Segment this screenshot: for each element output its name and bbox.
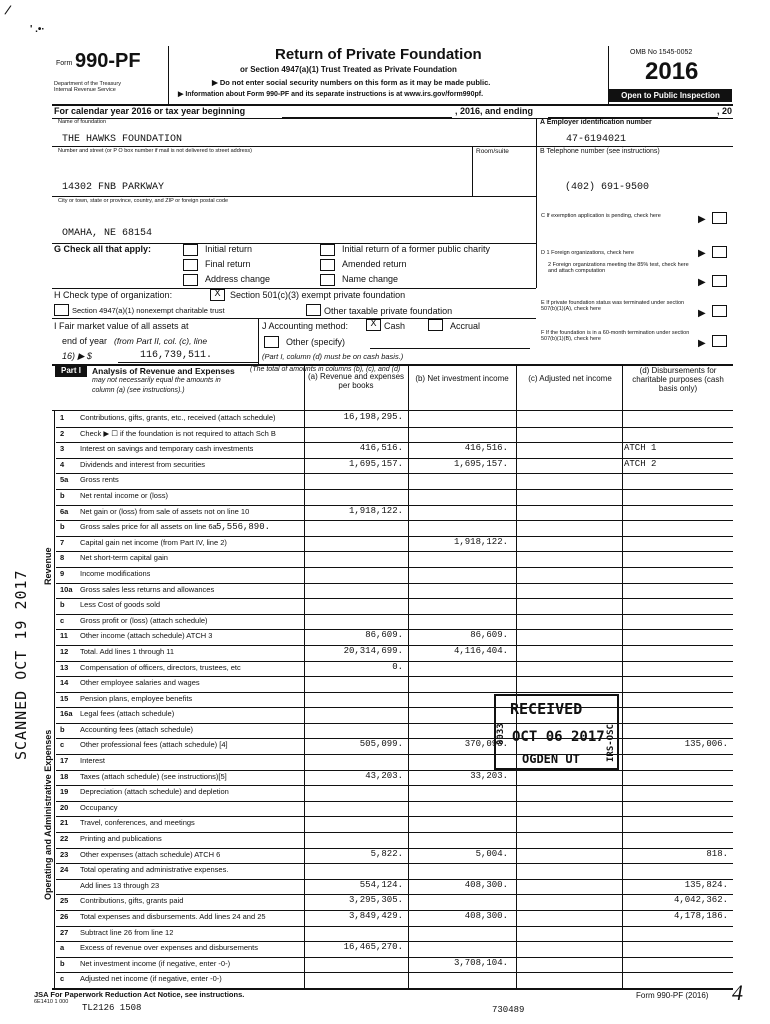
room-label: Room/suite	[476, 148, 509, 155]
line-label: Gross rents	[80, 475, 119, 485]
line-label: Add lines 13 through 23	[80, 880, 160, 890]
footer-form: Form 990-PF (2016)	[636, 991, 709, 1000]
stamp-date: OCT 06 2017	[512, 729, 605, 745]
cell-col-a[interactable]: 16,198,295.	[343, 412, 403, 422]
line-number: a	[60, 943, 65, 953]
arrow-f-icon: ▶	[698, 338, 706, 349]
cell-col-a[interactable]: 43,203.	[365, 770, 403, 781]
line-label: Net rental income or (loss)	[80, 490, 168, 500]
line-label: Contributions, gifts, grants, etc., received (attach schedule)	[80, 413, 276, 422]
line-number: b	[60, 958, 65, 968]
line-number: 16a	[60, 709, 73, 719]
line-label: Adjusted net income (if negative, enter -0-)	[80, 974, 222, 984]
line-label: Excess of revenue over expenses and disbursements	[80, 943, 259, 953]
e-label: E If private foundation status was terminated under section 507(b)(1)(A), check here	[541, 300, 685, 312]
line-number: 13	[60, 662, 69, 672]
line-number: 19	[60, 787, 69, 797]
line-label: Contributions, gifts, grants paid	[80, 896, 184, 906]
f-label: F If the foundation is in a 60-month termination under section 507(b)(1)(B), check here	[541, 330, 690, 342]
checkbox-initial-former[interactable]	[320, 244, 335, 256]
cell-col-a[interactable]: 5,822.	[370, 848, 403, 859]
form-title: Return of Private Foundation	[275, 46, 482, 63]
checkbox-other-method[interactable]	[264, 336, 279, 348]
j-cash: Cash	[384, 321, 406, 331]
g-opt-name: Name change	[342, 274, 399, 284]
line-label: Legal fees (attach schedule)	[80, 709, 175, 719]
cell-col-a[interactable]: 1,695,157.	[348, 458, 403, 469]
line-number: 8	[60, 553, 65, 563]
checkbox-other-taxable[interactable]	[306, 304, 321, 316]
tax-year: 2016	[645, 58, 699, 85]
line-number: 6a	[60, 506, 69, 516]
line-label: Income modifications	[80, 568, 151, 578]
row-rule	[56, 427, 733, 428]
form-subtitle: or Section 4947(a)(1) Trust Treated as Private Foundation	[240, 65, 457, 74]
line-number: 9	[60, 568, 65, 578]
j-note: (Part I, column (d) must be on cash basis.)	[262, 352, 404, 361]
cell-col-b[interactable]: 370,093.	[464, 739, 508, 750]
row-rule	[56, 957, 733, 958]
calendar-end: , 20	[717, 106, 733, 116]
line-number: 21	[60, 818, 69, 828]
row-rule	[56, 692, 733, 693]
col-a-header: (a) Revenue and expenses per books	[307, 372, 405, 390]
line-label: Travel, conferences, and meetings	[80, 818, 195, 828]
part1-desc2: may not necessarily equal the amounts in	[92, 377, 221, 384]
line-label: Printing and publications	[80, 834, 162, 844]
line-number: 7	[60, 537, 65, 547]
cell-col-b[interactable]: 33,203.	[470, 770, 508, 781]
row-rule	[56, 567, 733, 568]
pen-slash: /	[3, 1, 13, 19]
checkbox-name-change[interactable]	[320, 274, 335, 286]
col-c-header: (c) Adjusted net income	[528, 374, 612, 383]
line-label: Depreciation (attach schedule) and depletion	[80, 787, 229, 797]
line-label: Accounting fees (attach schedule)	[80, 724, 193, 734]
cell-col-d[interactable]: 818.	[706, 848, 728, 859]
line-number: 25	[60, 896, 69, 906]
checkbox-final-return[interactable]	[183, 259, 198, 271]
line-number: b	[60, 522, 65, 532]
ein-value: 47-6194021	[566, 134, 627, 145]
i-line2a: end of year	[62, 336, 108, 346]
cell-col-d[interactable]: ATCH 1	[624, 443, 657, 454]
j-accrual: Accrual	[450, 321, 481, 331]
cell-col-a[interactable]: 3,295,305.	[348, 895, 403, 906]
cell-col-b[interactable]: 1,695,157.	[453, 458, 508, 469]
checkbox-d1[interactable]	[712, 246, 727, 258]
cell-col-a[interactable]: 3,849,429.	[348, 911, 403, 922]
d2-label: 2 Foreign organizations meeting the 85% test, check here and attach computation	[548, 262, 689, 274]
line-number: 14	[60, 678, 69, 688]
row-rule	[56, 801, 733, 802]
ein-label: A Employer identification number	[540, 119, 652, 126]
line-label: Occupancy	[80, 802, 118, 812]
j-other: Other (specify)	[286, 337, 346, 347]
cell-col-b[interactable]: 4,116,404.	[453, 645, 508, 656]
i-line3: 16) ▶ $	[62, 351, 92, 361]
checkbox-c[interactable]	[712, 212, 727, 224]
arrow-e-icon: ▶	[698, 308, 706, 319]
line-number: 23	[60, 849, 69, 859]
line-label: Pension plans, employee benefits	[80, 693, 193, 703]
page-number-mark: 4	[732, 980, 743, 1005]
line-label: Interest on savings and temporary cash investments	[80, 444, 254, 454]
cell-col-d[interactable]: 135,006.	[684, 739, 728, 750]
row-rule	[56, 754, 733, 755]
street-value: 14302 FNB PARKWAY	[62, 182, 165, 193]
line-label: Gross profit or (loss) (attach schedule)	[80, 615, 208, 625]
line-number: 24	[60, 865, 69, 875]
arrow-d2-icon: ▶	[698, 277, 706, 288]
line-label: Total expenses and disbursements. Add lines 24 and 25	[80, 912, 266, 922]
street-label: Number and street (or P O box number if mail is not delivered to street address)	[58, 148, 253, 154]
row-rule	[56, 583, 733, 584]
checkbox-e[interactable]	[712, 305, 727, 317]
line-label: Net short-term capital gain	[80, 553, 168, 563]
c-label: C If exemption application is pending, check here	[541, 213, 661, 219]
cell-col-a[interactable]: 416,516.	[359, 443, 403, 454]
cell-col-b[interactable]: 408,300.	[464, 911, 508, 922]
d1-label: D 1 Foreign organizations, check here	[541, 250, 634, 256]
h-opt-4947: Section 4947(a)(1) nonexempt charitable trust	[72, 306, 225, 315]
line-label: Interest	[80, 756, 106, 766]
line-number: 4	[60, 459, 65, 469]
cell-col-a[interactable]: 16,465,270.	[343, 942, 403, 953]
row-rule	[56, 489, 733, 490]
dept-line1: Department of the Treasury	[54, 81, 121, 87]
part1-tag: Part I	[55, 366, 87, 377]
row-rule	[56, 723, 733, 724]
row-rule	[56, 473, 733, 474]
line-label: Other employee salaries and wages	[80, 678, 200, 688]
notice-info: ▶ Information about Form 990-PF and its separate instructions is at www.irs.gov/form990pf.	[178, 91, 484, 98]
gross-sales-value: 5,556,890.	[216, 522, 271, 533]
cell-col-a[interactable]: 86,609.	[365, 630, 403, 641]
h-label: H Check type of organization:	[54, 290, 173, 300]
col-b-header: (b) Net investment income	[415, 374, 509, 383]
open-public-banner: Open to Public Inspection	[609, 89, 732, 102]
line-number: 10a	[60, 584, 73, 594]
row-rule	[56, 972, 733, 973]
i-line2b: (from Part II, col. (c), line	[114, 336, 208, 346]
city-value: OMAHA, NE 68154	[62, 228, 153, 239]
line-label: Less Cost of goods sold	[80, 600, 161, 610]
name-label: Name of foundation	[58, 119, 107, 125]
line-number: 11	[60, 631, 68, 641]
omb-number: OMB No 1545-0052	[630, 49, 693, 56]
footer-notice: JSA For Paperwork Reduction Act Notice, see instructions.	[34, 990, 245, 999]
calendar-text: For calendar year 2016 or tax year beginning	[54, 106, 246, 116]
line-number: b	[60, 724, 65, 734]
scanned-stamp: SCANNED OCT 19 2017	[12, 569, 30, 760]
checkbox-4947[interactable]	[54, 304, 69, 316]
part1-title: Analysis of Revenue and Expenses	[92, 366, 235, 376]
row-rule	[56, 614, 733, 615]
cell-col-d[interactable]: 135,824.	[684, 879, 728, 890]
phone-value: (402) 691-9500	[565, 182, 650, 193]
cell-col-a[interactable]: 505,099.	[359, 739, 403, 750]
dept-line2: Internal Revenue Service	[54, 87, 116, 93]
city-label: City or town, state or province, country, and ZIP or foreign postal code	[58, 198, 229, 204]
line-number: 18	[60, 771, 69, 781]
line-number: 5a	[60, 475, 69, 485]
row-rule	[56, 676, 733, 677]
line-label: Taxes (attach schedule) (see instructions)[5]	[80, 771, 227, 781]
foundation-name: THE HAWKS FOUNDATION	[62, 134, 183, 145]
line-number: b	[60, 490, 65, 500]
cell-col-d[interactable]: 4,042,362.	[673, 895, 728, 906]
line-label: Dividends and interest from securities	[80, 459, 206, 469]
checkbox-accrual[interactable]	[428, 319, 443, 331]
row-rule	[56, 785, 733, 786]
notice-ssn: ▶ Do not enter social security numbers on this form as it may be made public.	[212, 78, 491, 87]
line-number: 20	[60, 802, 69, 812]
row-rule	[56, 816, 733, 817]
stamp-code-left: 8033	[496, 723, 506, 745]
cell-col-a[interactable]: 0.	[392, 661, 403, 672]
checkbox-cash[interactable]: X	[366, 319, 381, 331]
checkbox-initial-return[interactable]	[183, 244, 198, 256]
col-d-header: (d) Disbursements for charitable purposes (cash basis only)	[632, 366, 724, 393]
cell-col-a[interactable]: 1,918,122.	[348, 505, 403, 516]
line-number: c	[60, 740, 65, 750]
form-number: 990-PF	[75, 50, 141, 72]
line-label: Capital gain net income (from Part IV, line 2)	[80, 537, 227, 547]
row-rule	[56, 598, 733, 599]
line-number: c	[60, 615, 65, 625]
cell-col-b[interactable]: 408,300.	[464, 879, 508, 890]
cell-col-a[interactable]: 554,124.	[359, 879, 403, 890]
arrow-c-icon: ▶	[698, 214, 706, 225]
footer-code: TL2126 1508	[82, 1003, 142, 1013]
checkbox-d2[interactable]	[712, 275, 727, 287]
line-number: 3	[60, 444, 65, 454]
g-opt-amended: Amended return	[342, 259, 407, 269]
line-label: Net investment income (if negative, enter -0-)	[80, 958, 231, 968]
corner-dots: ' .•·	[30, 24, 45, 35]
cell-col-b[interactable]: 3,708,104.	[453, 957, 508, 968]
line-label: Subtract line 26 from line 12	[80, 927, 174, 937]
line-label: Check ▶ ☐ if the foundation is not required to attach Sch B	[80, 428, 276, 438]
line-number: 2	[60, 428, 65, 438]
row-rule	[56, 551, 733, 552]
line-number: 12	[60, 646, 69, 656]
cell-col-b[interactable]: 1,918,122.	[453, 536, 508, 547]
line-label: Other income (attach schedule) ATCH 3	[80, 631, 213, 641]
line-number: 22	[60, 834, 69, 844]
line-label: Compensation of officers, directors, trustees, etc	[80, 662, 241, 672]
row-rule	[56, 520, 733, 521]
cell-col-a[interactable]: 20,314,699.	[343, 645, 403, 656]
row-rule	[56, 707, 733, 708]
line-label: Total operating and administrative expenses.	[80, 865, 229, 875]
cell-col-d[interactable]: ATCH 2	[624, 458, 657, 469]
line-number: 27	[60, 927, 69, 937]
checkbox-amended[interactable]	[320, 259, 335, 271]
footer-code2: 6E1410 1 000	[34, 999, 69, 1005]
cell-col-d[interactable]: 4,178,186.	[673, 911, 728, 922]
part1-desc1: (The total of amounts in columns (b), (c), and (d)	[250, 366, 401, 373]
checkbox-address-change[interactable]	[183, 274, 198, 286]
line-label: Net gain or (loss) from sale of assets not on line 10	[80, 506, 250, 516]
line-label: Gross sales price for all assets on line 6a	[80, 522, 217, 532]
line-number: 26	[60, 912, 69, 922]
g-opt-final: Final return	[205, 259, 251, 269]
line-label: Gross sales less returns and allowances	[80, 584, 215, 594]
row-rule	[56, 536, 733, 537]
g-opt-initial: Initial return	[205, 244, 253, 254]
line-number: b	[60, 600, 65, 610]
line-number: 1	[60, 413, 65, 422]
checkbox-f[interactable]	[712, 335, 727, 347]
line-number: 17	[60, 756, 69, 766]
line-number: 15	[60, 693, 69, 703]
i-line1: I Fair market value of all assets at	[54, 321, 189, 331]
g-opt-address: Address change	[205, 274, 271, 284]
cell-col-b[interactable]: 416,516.	[464, 443, 508, 454]
stamp-city: OGDEN UT	[522, 752, 580, 766]
calendar-mid: , 2016, and ending	[455, 106, 534, 116]
row-rule	[56, 863, 733, 864]
g-label: G Check all that apply:	[54, 244, 152, 254]
row-rule	[56, 832, 733, 833]
arrow-d1-icon: ▶	[698, 248, 706, 259]
line-label: Other expenses (attach schedule) ATCH 6	[80, 849, 221, 859]
row-rule	[56, 926, 733, 927]
checkbox-501c3[interactable]: X	[210, 289, 225, 301]
line-number: c	[60, 974, 65, 984]
stamp-received: RECEIVED	[510, 700, 583, 718]
fmv-value: 116,739,511.	[140, 350, 213, 361]
side-expenses: Operating and Administrative Expenses	[43, 729, 53, 900]
h-opt-501c3: Section 501(c)(3) exempt private foundation	[230, 290, 406, 300]
h-opt-other: Other taxable private foundation	[324, 306, 453, 316]
side-revenue: Revenue	[43, 547, 53, 585]
footer-mid: 730489	[492, 1005, 525, 1015]
cell-col-b[interactable]: 86,609.	[470, 630, 508, 641]
phone-label: B Telephone number (see instructions)	[540, 148, 660, 155]
line-label: Other professional fees (attach schedule) [4]	[80, 740, 228, 750]
g-opt-initial-former: Initial return of a former public charity	[342, 244, 491, 254]
stamp-code-right: IRS-OSC	[606, 724, 616, 762]
line-label: Total. Add lines 1 through 11	[80, 646, 175, 656]
j-label: J Accounting method:	[262, 321, 349, 331]
cell-col-b[interactable]: 5,004.	[475, 848, 508, 859]
part1-desc3: column (a) (see instructions).)	[92, 387, 185, 394]
form-prefix: Form	[56, 60, 73, 67]
